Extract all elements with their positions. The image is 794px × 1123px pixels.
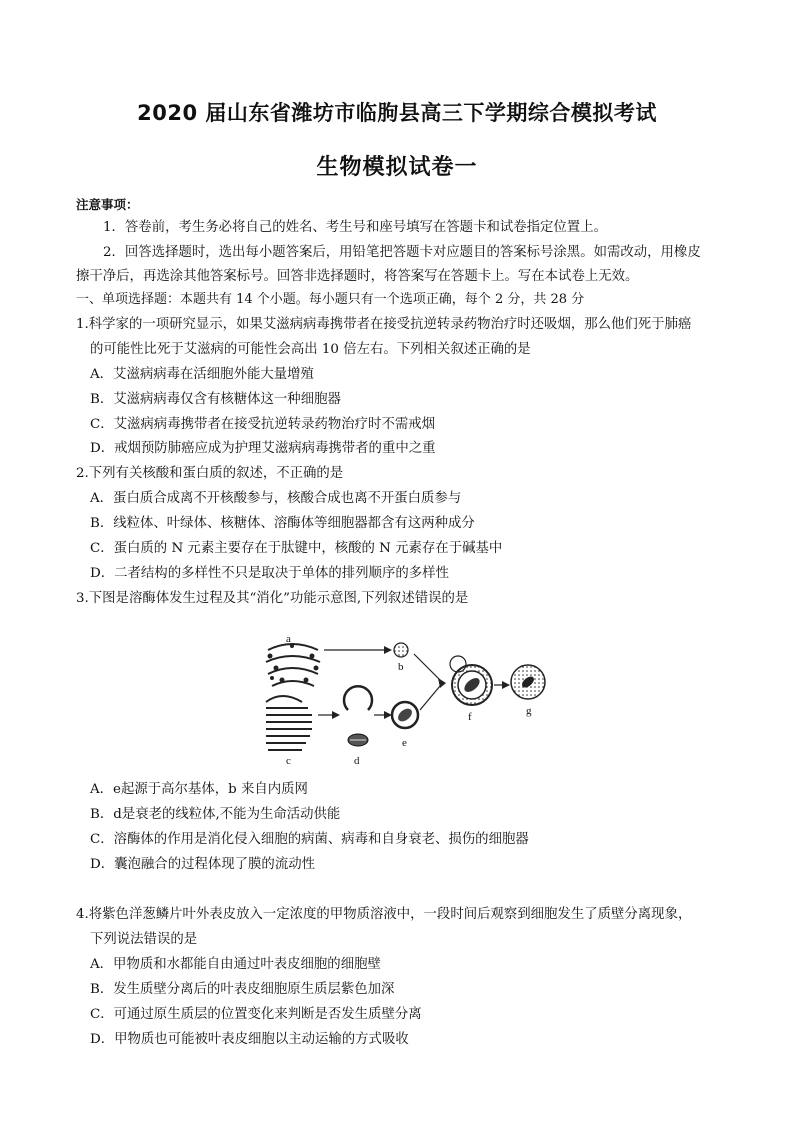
q2-stem: 2.下列有关核酸和蛋白质的叙述，不正确的是 — [76, 466, 344, 481]
figure-label-c: c — [286, 755, 291, 767]
q3-option-a: A．e起源于高尔基体，b 来自内质网 — [90, 782, 308, 797]
q1-stem-line-2: 的可能性比死于艾滋病的可能性会高出 10 倍左右。下列相关叙述正确的是 — [90, 342, 531, 357]
structure-a-icon — [266, 644, 320, 686]
q1-option-c: C．艾滋病病毒携带者在接受抗逆转录药物治疗时不需戒烟 — [90, 417, 436, 432]
structure-c-icon — [266, 696, 312, 750]
exam-subtitle: 生物模拟试卷一 — [316, 155, 478, 180]
section-heading: 一、单项选择题：本题共有 14 个小题。每小题只有一个选项正确，每个 2 分，共 28 分 — [76, 292, 585, 307]
notes-item-2-line-1: 2．回答选择题时，选出每小题答案后，用铅笔把答题卡对应题目的答案标号涂黑。如需改动，用橡皮 — [103, 245, 701, 260]
notes-item-1: 1．答卷前，考生务必将自己的姓名、考生号和座号填写在答题卡和试卷指定位置上。 — [103, 220, 607, 235]
q4-stem-line-1: 4.将紫色洋葱鳞片叶外表皮放入一定浓度的甲物质溶液中，一段时间后观察到细胞发生了质壁分离现象， — [76, 907, 692, 922]
figure-label-g: g — [526, 705, 532, 717]
q3-option-d: D．囊泡融合的过程体现了膜的流动性 — [90, 857, 315, 872]
autophagosome-e-icon — [392, 702, 418, 728]
exam-title: 2020 届山东省潍坊市临朐县高三下学期综合模拟考试 — [137, 101, 657, 125]
figure-label-d: d — [354, 755, 360, 767]
q2-option-b: B．线粒体、叶绿体、核糖体、溶酶体等细胞器都含有这两种成分 — [90, 516, 475, 531]
figure-label-b: b — [398, 661, 404, 673]
q2-option-a: A．蛋白质合成离不开核酸参与，核酸合成也离不开蛋白质参与 — [90, 491, 462, 506]
q2-option-c: C．蛋白质的 N 元素主要存在于肽键中，核酸的 N 元素存在于碱基中 — [90, 541, 503, 556]
q3-option-c: C．溶酶体的作用是消化侵入细胞的病菌、病毒和自身衰老、损伤的细胞器 — [90, 832, 529, 847]
figure-label-f: f — [468, 711, 472, 723]
q4-stem-line-2: 下列说法错误的是 — [90, 932, 198, 947]
structure-d-icon — [344, 686, 372, 746]
q1-stem-line-1: 1.科学家的一项研究显示，如果艾滋病病毒携带者在接受抗逆转录药物治疗时还吸烟，那么他们死于肺癌 — [76, 317, 692, 332]
q4-option-b: B．发生质壁分离后的叶表皮细胞原生质层紫色加深 — [90, 982, 395, 997]
q3-stem: 3.下图是溶酶体发生过程及其“消化”功能示意图,下列叙述错误的是 — [76, 591, 469, 606]
q4-option-c: C．可通过原生质层的位置变化来判断是否发生质壁分离 — [90, 1007, 422, 1022]
q4-option-a: A．甲物质和水都能自由通过叶表皮细胞的细胞壁 — [90, 957, 381, 972]
lysosome-g-icon — [511, 665, 545, 699]
fusion-f-icon — [450, 656, 492, 705]
q4-option-d: D．甲物质也可能被叶表皮细胞以主动运输的方式吸收 — [90, 1032, 409, 1047]
q1-option-d: D．戒烟预防肺癌应成为护理艾滋病病毒携带者的重中之重 — [90, 441, 436, 456]
figure-label-a: a — [286, 633, 291, 645]
q3-option-b: B．d是衰老的线粒体,不能为生命活动供能 — [90, 807, 341, 822]
q1-option-a: A．艾滋病病毒在活细胞外能大量增殖 — [90, 367, 314, 382]
notes-heading: 注意事项： — [76, 197, 139, 212]
q2-option-d: D．二者结构的多样性不只是取决于单体的排列顺序的多样性 — [90, 566, 449, 581]
lysosome-figure — [262, 630, 552, 770]
notes-item-2-line-2: 擦干净后，再选涂其他答案标号。回答非选择题时，将答案写在答题卡上。写在本试卷上无效。 — [76, 269, 639, 284]
vesicle-b-icon — [394, 643, 408, 657]
figure-label-e: e — [402, 737, 407, 749]
q1-option-b: B．艾滋病病毒仅含有核糖体这一种细胞器 — [90, 392, 341, 407]
